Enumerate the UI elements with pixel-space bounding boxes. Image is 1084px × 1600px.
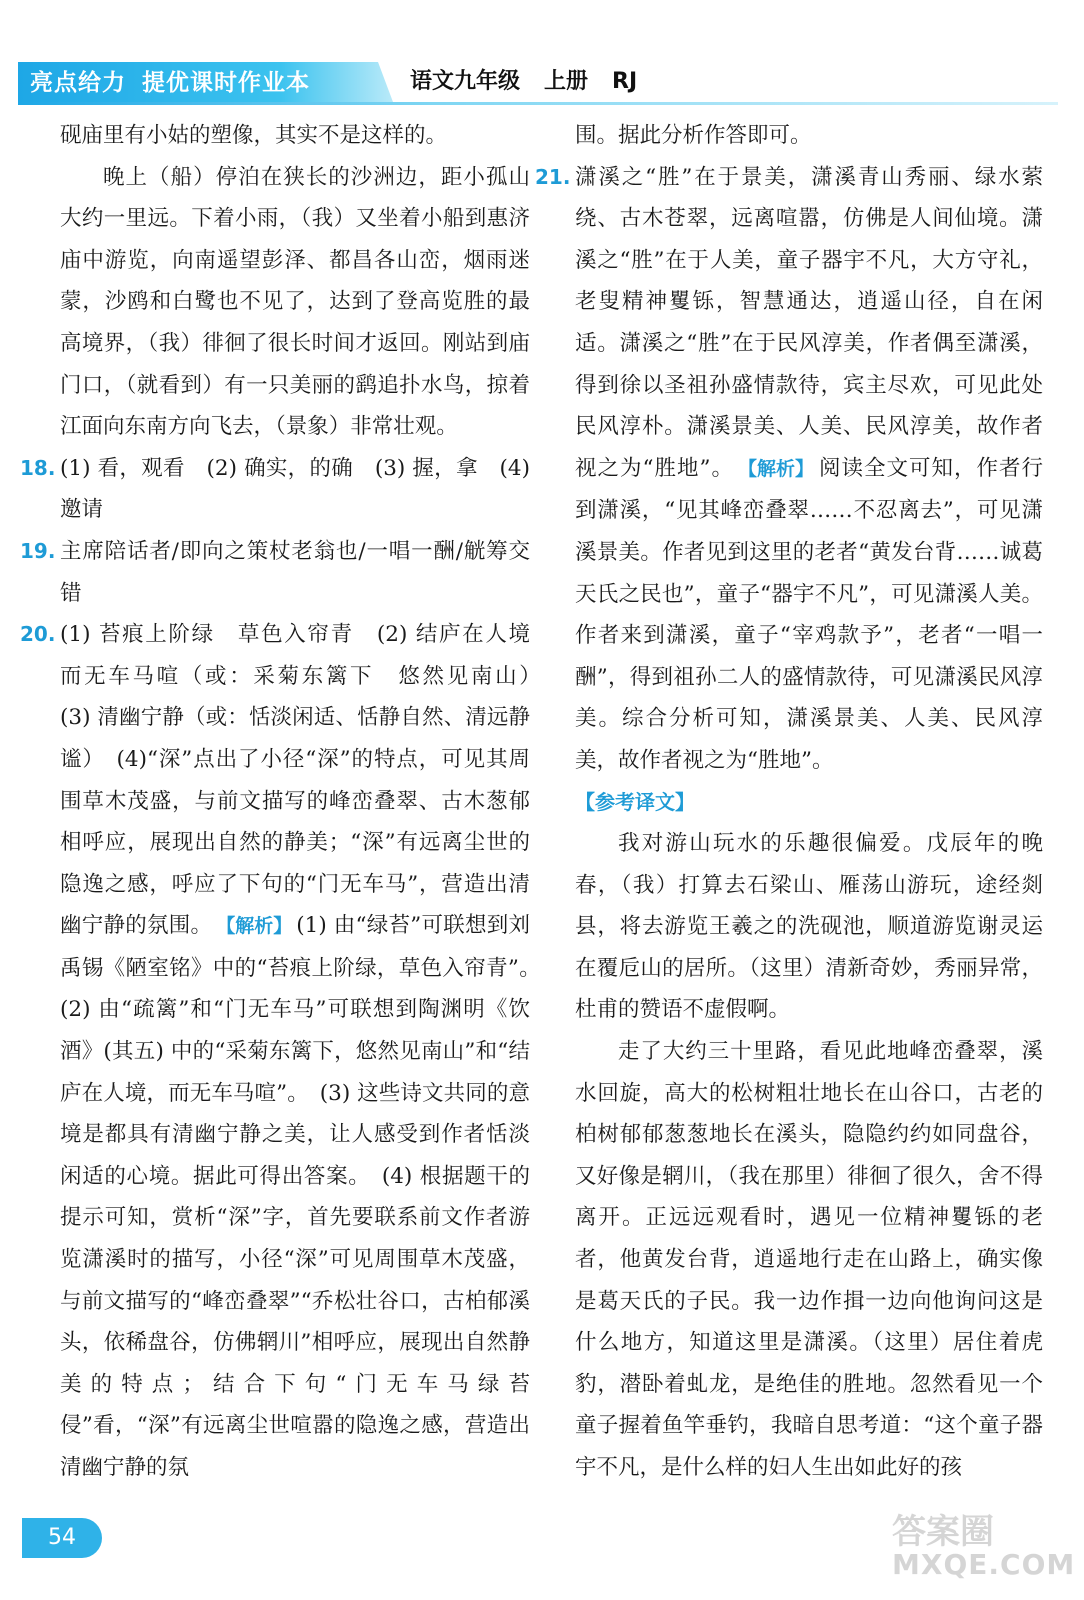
subject-label: 语文九年级 [410, 69, 521, 94]
right-para-1: 围。据此分析作答即可。 [575, 123, 812, 148]
question-19-answer: 主席陪话者/即向之策杖老翁也/一唱一酬/觥筹交错 [60, 538, 530, 606]
question-20-analysis: (1) 由“绿苔”可联想到刘禹锡《陋室铭》中的“苔痕上阶绿，草色入帘青”。 (2) 由“疏篱”和“门无车马”可联想到陶渊明《饮酒》(其五) 中的“采菊东篱下，悠然见南山”和“结庐在人境，而无车马喧”。 (3) 这些诗文共同的意境是都具有清幽宁静之美，让人感受到作者恬淡闲适的心境。据此可得出答案。 (4) 根据题干的提示可知，赏析“深”字，首先要联系前文作者游览潇溪时的描写，小径“深”可见周围草木茂盛，与前文描写的“峰峦叠翠”“乔松壮谷口，古柏郁溪头，依稀盘谷，仿佛辋川”相呼应，展现出自然静美的特点；结合下句“门无车马绿苔侵”看，“深”有远离尘世喧嚣的隐逸之感，营造出清幽宁静的氛 [60, 913, 552, 1480]
question-21-answer: 潇溪之“胜”在于景美，潇溪青山秀丽、绿水萦绕、古木苍翠，远离喧嚣，仿佛是人间仙境。潇溪之“胜”在于人美，童子器宇不凡，大方守礼，老叟精神矍铄，智慧通达，逍遥山径，自在闲适。潇溪之“胜”在于民风淳美，作者偶至潇溪，得到徐以圣祖孙盛情款待，宾主尽欢，可见此处民风淳朴。潇溪景美、人美、民风淳美，故作者视之为“胜地”。 [575, 164, 1043, 481]
page-header [0, 0, 1084, 95]
analysis-tag: 【解析】 [216, 915, 293, 938]
watermark [892, 1504, 1076, 1584]
question-18-number: 18. [20, 455, 56, 480]
left-para-2: 晚上（船）停泊在狭长的沙洲边，距小孤山大约一里远。下着小雨，（我）又坐着小船到惠济庙中游览，向南遥望彭泽、都昌各山峦，烟雨迷蒙，沙鸥和白鹭也不见了，达到了登高览胜的最高境界，（我）徘徊了很长时间才返回。刚站到庙门口，（就看到）有一只美丽的鹞追扑水鸟，掠着江面向东南方向飞去，（景象）非常壮观。 [60, 164, 530, 440]
question-21-analysis: 阅读全文可知，作者行到潇溪，“见其峰峦叠翠……不忍离去”，可见潇溪景美。作者见到这里的老者“黄发台背……诚葛天氏之民也”，童子“器宇不凡”，可见潇溪人美。作者来到潇溪，童子“宰鸡款予”，老者“一唱一酬”，得到祖孙二人的盛情款待，可见潇溪民风淳美。综合分析可知，潇溪景美、人美、民风淳美，故作者视之为“胜地”。 [575, 455, 1043, 773]
analysis-tag: 【解析】 [737, 457, 814, 480]
question-19-number: 19. [20, 538, 56, 563]
volume-label: 上册 [544, 69, 589, 94]
edition-label: RJ [612, 69, 638, 94]
watermark-url: MXQE.COM [892, 1548, 1076, 1581]
question-20-answer: (1) 苔痕上阶绿 草色入帘青 (2) 结庐在人境 而无车马喧（或：采菊东篱下 悠然见南山） (3) 清幽宁静（或：恬淡闲适、恬静自然、清远静谧） (4)“深”点出了小径“深”的特点，可见其周围草木茂盛，与前文描写的峰峦叠翠、古木葱郁相呼应，展现出自然的静美；“深”有远离尘世的隐逸之感，呼应了下句的“门无车马”，营造出清幽宁静的氛围。 [60, 622, 552, 939]
reference-translation-tag: 【参考译文】 [575, 789, 695, 814]
brand-main: 亮点给力 [30, 70, 126, 96]
left-column [20, 115, 552, 1489]
right-column [535, 115, 1043, 1489]
brand-title [30, 64, 310, 97]
book-title [410, 64, 661, 95]
watermark-logo: 答案圈 [892, 1512, 994, 1552]
question-18 [20, 448, 530, 531]
translation-para-1: 我对游山玩水的乐趣很偏爱。戊辰年的晚春，（我）打算去石梁山、雁荡山游玩，途经剡县，将去游览王羲之的洗砚池，顺道游览谢灵运在覆卮山的居所。（这里）清新奇妙，秀丽异常，杜甫的赞语不虚假啊。 [575, 831, 1043, 1023]
question-21-number: 21. [535, 164, 571, 189]
translation-para-2: 走了大约三十里路，看见此地峰峦叠翠，溪水回旋，高大的松树粗壮地长在山谷口，古老的柏树郁郁葱葱地长在溪头，隐隐约约如同盘谷，又好像是辋川，（我在那里）徘徊了很久，舍不得离开。正远远观看时，遇见一位精神矍铄的老者，他黄发台背，逍遥地行走在山路上，确实像是葛天氏的子民。我一边作揖一边向他询问这是什么地方，知道这里是潇溪。（这里）居住着虎豹，潜卧着虬龙，是绝佳的胜地。忽然看见一个童子握着鱼竿垂钓，我暗自思考道：“这个童子器宇不凡，是什么样的妇人生出如此好的孩 [575, 1039, 1043, 1480]
question-18-answer: (1) 看，观看 (2) 确实，的确 (3) 握，拿 (4) 邀请 [60, 455, 530, 523]
question-21 [535, 157, 1043, 782]
question-20 [20, 614, 552, 1488]
brand-sub: 提优课时作业本 [142, 70, 310, 96]
question-20-number: 20. [20, 622, 56, 647]
header-divider [18, 102, 1058, 105]
question-19 [20, 531, 530, 614]
left-para-1: 砚庙里有小姑的塑像，其实不是这样的。 [60, 123, 448, 148]
page-number: 54 [22, 1518, 102, 1558]
